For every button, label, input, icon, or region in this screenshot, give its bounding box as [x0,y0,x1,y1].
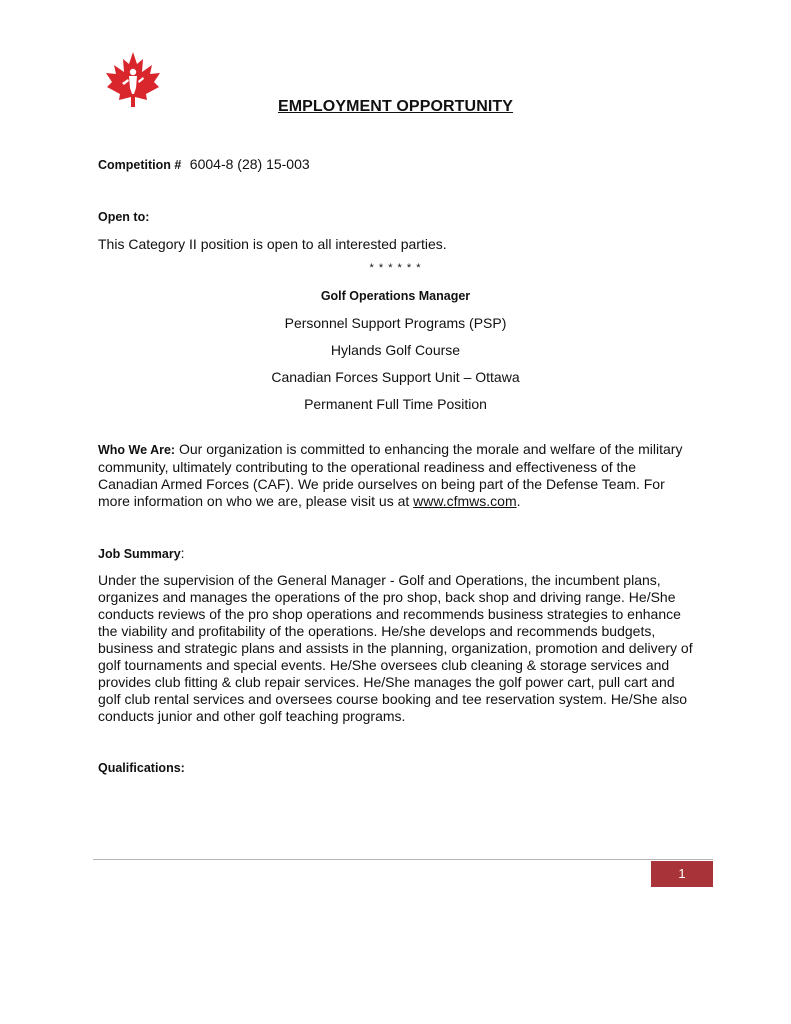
job-summary-heading [98,545,185,563]
competition-number: 6004-8 (28) 15-003 [189,156,310,172]
open-to-label: Open to: [98,210,150,224]
position-line: Canadian Forces Support Unit – Ottawa [271,369,520,385]
who-we-are-label: Who We Are: [98,443,176,457]
qualifications-label: Qualifications: [98,761,185,775]
competition-label: Competition # [98,158,182,172]
competition-line [98,156,310,174]
open-to-text: This Category II position is open to all interested parties. [98,236,447,252]
who-we-are-text: Our organization is committed to enhancing the morale and welfare of the military community, ultimately contributing to the operational readiness and effectiveness of the Canadian Armed Forces (CAF). We pride ourselves on being part of the Defense Team. For more information on who we are, please visit us at [98,441,683,509]
position-title: Golf Operations Manager [320,289,471,303]
position-line: Hylands Golf Course [330,342,461,358]
cfmws-link[interactable]: www.cfmws.com [413,493,517,509]
job-summary-label: Job Summary [98,547,181,561]
job-summary-text: Under the supervision of the General Manager - Golf and Operations, the incumbent plans, organizes and manages the operations of the pro shop, back shop and driving range. He/She conducts reviews of the pro shop operations and recommends business strategies to enhance the viability and profitability of the operations. He/she develops and recommends budgets, business and strategic plans and assists in the planning, organization, promotion and delivery of golf tournaments and special events. He/She oversees club cleaning & storage services and provides club fitting & club repair services. He/She manages the golf power cart, pull cart and golf club rental services and oversees course booking and tee reservation system. He/She also conducts junior and other golf teaching programs. [98,572,693,724]
separator-stars: * * * * * * [369,262,422,274]
position-line: Permanent Full Time Position [304,396,487,412]
page-title: EMPLOYMENT OPPORTUNITY [277,98,514,115]
page-number: 1 [651,861,713,887]
job-summary-colon: : [180,545,185,561]
who-we-are-paragraph [98,441,698,510]
footer-divider [93,859,713,860]
who-we-are-period: . [516,493,521,509]
position-line: Personnel Support Programs (PSP) [284,315,507,331]
